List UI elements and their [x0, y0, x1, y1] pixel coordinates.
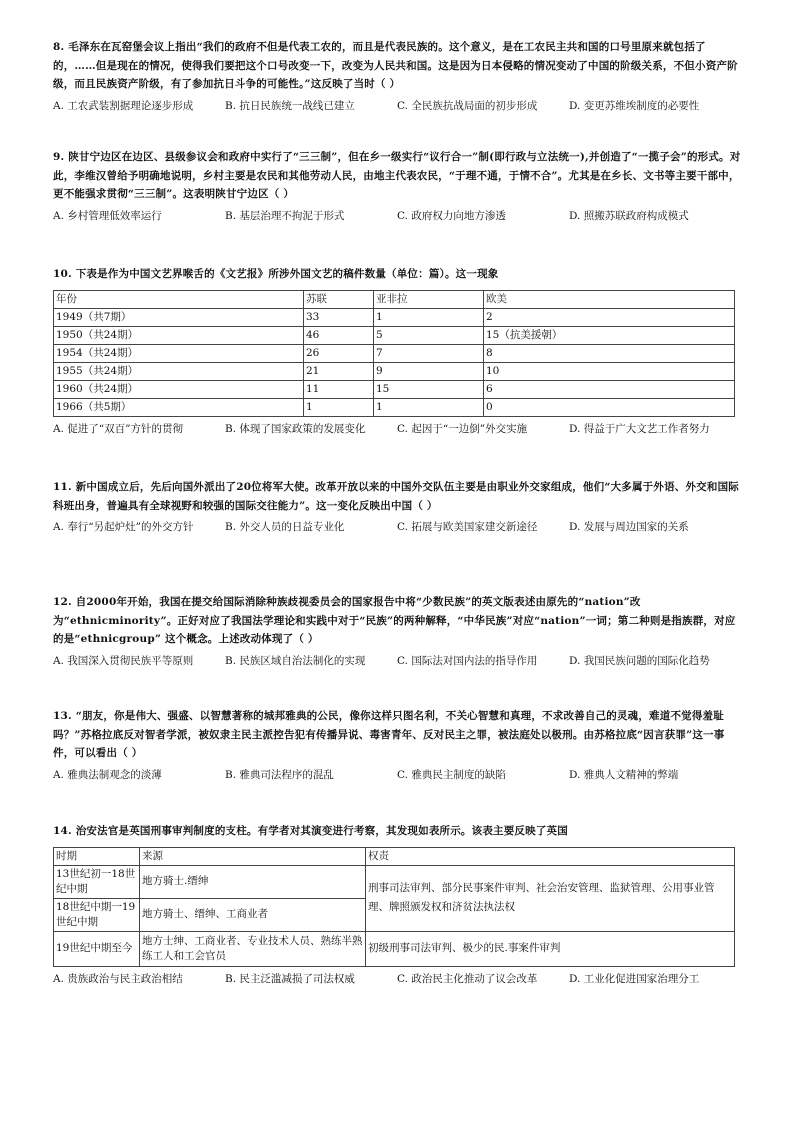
- option-b[interactable]: B. 基层治理不拘泥于形式: [225, 209, 345, 222]
- table-cell: 9: [374, 362, 484, 380]
- question-10-stem: 10. 下表是作为中国文艺界喉舌的《文艺报》所涉外国文艺的稿件数量（单位：篇）。这一现象: [53, 268, 499, 280]
- table-cell: 33: [304, 308, 374, 326]
- question-8-stem: 8. 毛泽东在瓦窑堡会议上指出“我们的政府不但是代表工农的，而且是代表民族的。这个意义，是在工农民主共和国的口号里原来就包括了的，……但是现在的情况，使得我们要把这个口号改变一下，改变为人民共和国。这是因为日本侵略的情况变动了中国的阶级关系，不但小资产阶级，而且民族资产阶级，有了参加抗日斗争的可能性。”这反映了当时（ ）: [53, 41, 738, 90]
- table-cell: 6: [484, 380, 735, 398]
- option-b[interactable]: B. 抗日民族统一战线已建立: [225, 99, 355, 112]
- option-a[interactable]: A. 雅典法制观念的淡薄: [53, 768, 162, 781]
- option-d[interactable]: D. 照搬苏联政府构成模式: [569, 209, 689, 222]
- table-cell: 5: [374, 326, 484, 344]
- question-13-options: [53, 767, 743, 783]
- table-cell: 46: [304, 326, 374, 344]
- table-cell: 初级刑事司法审判、极少的民.事案件审判: [366, 931, 735, 966]
- table-cell: 1: [304, 398, 374, 416]
- option-a[interactable]: A. 我国深入贯彻民族平等原则: [53, 654, 194, 667]
- question-11: [53, 478, 743, 535]
- option-b[interactable]: B. 民族区域自治法制化的实现: [225, 654, 366, 667]
- table-cell: 21: [304, 362, 374, 380]
- table-header-row: [54, 847, 735, 865]
- option-d[interactable]: D. 得益于广大文艺工作者努力: [569, 422, 710, 435]
- table-cell: 8: [484, 344, 735, 362]
- table-cell: 刑事司法审判、部分民事案件审判、社会治安管理、监狱管理、公用事业管理、牌照颁发权和济贫法执法权: [366, 865, 735, 931]
- option-d[interactable]: D. 工业化促进国家治理分工: [569, 972, 700, 985]
- table-cell: 地方士绅、工商业者、专业技术人员、熟练半熟练工人和工会官员: [140, 931, 366, 966]
- table-header-cell: 年份: [54, 290, 304, 308]
- table-cell: 7: [374, 344, 484, 362]
- table-row: [54, 380, 735, 398]
- option-b[interactable]: B. 体现了国家政策的发展变化: [225, 422, 366, 435]
- option-d[interactable]: D. 我国民族问题的国际化趋势: [569, 654, 710, 667]
- question-12: [53, 593, 743, 669]
- option-d[interactable]: D. 雅典人文精神的弊端: [569, 768, 679, 781]
- option-c[interactable]: C. 政治民主化推动了议会改革: [397, 972, 538, 985]
- table-header-row: [54, 290, 735, 308]
- table-header-cell: 时期: [54, 847, 140, 865]
- option-b[interactable]: B. 雅典司法程序的混乱: [225, 768, 334, 781]
- table-cell: 1960（共24期）: [54, 380, 304, 398]
- question-14-stem: 14. 治安法官是英国刑事审判制度的支柱。有学者对其演变进行考察，其发现如表所示。该表主要反映了英国: [53, 825, 568, 837]
- question-12-stem: 12. 自2000年开始，我国在提交给国际消除种族歧视委员会的国家报告中将“少数民族”的英文版表述由原先的“nation”改为“ethnicminority”。正好对应了我国法学理论和实践中对于“民族”的两种解释，“中华民族”对应“nation”一词；第二种则是指族群，对应的是“ethnicgroup” 这个概念。上述改动体现了（ ）: [53, 596, 736, 645]
- table-cell: 11: [304, 380, 374, 398]
- table-row: [54, 308, 735, 326]
- table-cell: 26: [304, 344, 374, 362]
- option-a[interactable]: A. 工农武装割据理论逐步形成: [53, 99, 194, 112]
- question-8-options: [53, 98, 743, 114]
- option-b[interactable]: B. 外交人员的日益专业化: [225, 521, 345, 533]
- question-13: [53, 707, 743, 783]
- question-14: [53, 822, 743, 987]
- table-cell: 1955（共24期）: [54, 362, 304, 380]
- table-cell: 地方骑士.缙绅: [140, 865, 366, 898]
- option-b[interactable]: B. 民主泛滥减损了司法权威: [225, 972, 355, 985]
- justice-table: [53, 847, 735, 967]
- option-c[interactable]: C. 雅典民主制度的缺陷: [397, 768, 506, 781]
- table-cell: 10: [484, 362, 735, 380]
- rates-table: [53, 290, 735, 417]
- table-cell: 1950（共24期）: [54, 326, 304, 344]
- table-cell: 18世纪中期一19世纪中期: [54, 898, 140, 931]
- table-header-cell: 来源: [140, 847, 366, 865]
- question-11-options: [53, 519, 743, 535]
- table-header-cell: 苏联: [304, 290, 374, 308]
- table-row: [54, 865, 735, 898]
- table-header-cell: 欧美: [484, 290, 735, 308]
- table-cell: 13世纪初一18世纪中期: [54, 865, 140, 898]
- question-9-stem: 9. 陕甘宁边区在边区、县级参议会和政府中实行了“三三制”，但在乡一级实行“议行合一”制(即行政与立法统一),并创造了“一揽子会”的形式。对此，李维汉曾给予明确地说明，乡村主要是农民和其他劳动人民，由地主代表农民，“于理不通，于情不合”。尤其是在乡长、文书等主要干部中，更不能强求贯彻“三三制”。这表明陕甘宁边区（ ）: [53, 151, 741, 200]
- question-8: [53, 38, 743, 114]
- table-cell: 1949（共7期）: [54, 308, 304, 326]
- table-cell: 19世纪中期至今: [54, 931, 140, 966]
- table-cell: 地方骑士、缙绅、工商业者: [140, 898, 366, 931]
- table-row: [54, 398, 735, 416]
- option-a[interactable]: A. 促进了“双百”方针的贯彻: [53, 422, 183, 435]
- question-14-options: [53, 971, 743, 987]
- option-c[interactable]: C. 国际法对国内法的指导作用: [397, 654, 538, 667]
- option-c[interactable]: C. 起因于“一边倒”外交实施: [397, 422, 528, 435]
- table-cell: 1966（共5期）: [54, 398, 304, 416]
- question-10: [53, 265, 743, 437]
- option-a[interactable]: A. 贵族政治与民主政治相结: [53, 972, 183, 985]
- table-row: [54, 362, 735, 380]
- option-d[interactable]: D. 变更苏维埃制度的必要性: [569, 99, 700, 112]
- option-c[interactable]: C. 拓展与欧美国家建交新途径: [397, 521, 538, 533]
- option-d[interactable]: D. 发展与周边国家的关系: [569, 521, 689, 533]
- option-c[interactable]: C. 政府权力向地方渗透: [397, 209, 506, 222]
- question-12-options: [53, 653, 743, 669]
- question-13-stem: 13. “朋友，你是伟大、强盛、以智慧著称的城邦雅典的公民，像你这样只图名利，不关心智慧和真理，不求改善自己的灵魂，难道不觉得羞耻吗？”苏格拉底反对智者学派，被奴隶主民主派控告犯有传播异说、毒害青年、反对民主之罪，被法庭处以极刑。由苏格拉底“因言获罪”这一事件，可以看出（ ）: [53, 710, 725, 759]
- table-cell: 15: [374, 380, 484, 398]
- table-cell: 2: [484, 308, 735, 326]
- table-cell: 1: [374, 398, 484, 416]
- table-row: [54, 931, 735, 966]
- table-cell: 1: [374, 308, 484, 326]
- question-10-options: [53, 421, 743, 437]
- table-row: [54, 344, 735, 362]
- table-cell: 0: [484, 398, 735, 416]
- option-c[interactable]: C. 全民族抗战局面的初步形成: [397, 99, 538, 112]
- table-header-cell: 亚非拉: [374, 290, 484, 308]
- question-9: [53, 148, 743, 224]
- table-header-cell: 权责: [366, 847, 735, 865]
- option-a[interactable]: A. 乡村管理低效率运行: [53, 209, 162, 222]
- table-cell: 15（抗美援朝）: [484, 326, 735, 344]
- option-a[interactable]: A. 奉行“另起炉灶”的外交方针: [53, 521, 194, 533]
- question-11-stem: 11. 新中国成立后，先后向国外派出了20位将军大使。改革开放以来的中国外交队伍主要是由职业外交家组成，他们“大多属于外语、外交和国际科班出身，普遍具有全球视野和较强的国际交往能力”。这一变化反映出中国（ ）: [53, 481, 739, 512]
- table-cell: 1954（共24期）: [54, 344, 304, 362]
- question-9-options: [53, 208, 743, 224]
- table-row: [54, 326, 735, 344]
